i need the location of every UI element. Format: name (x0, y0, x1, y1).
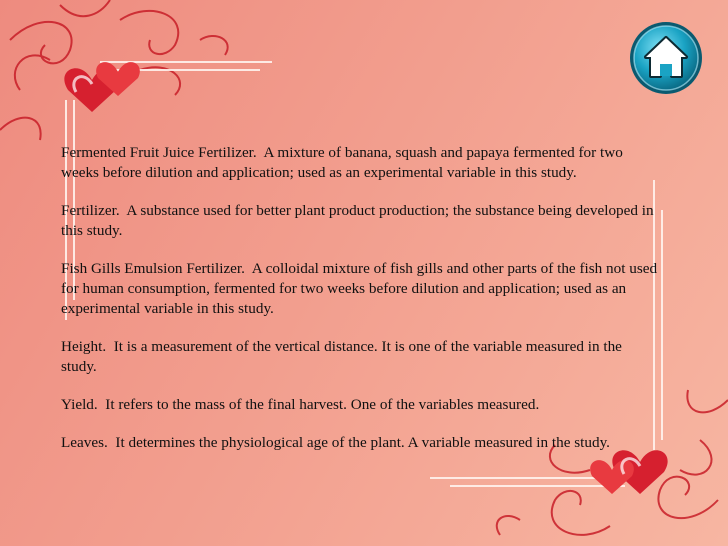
definition-text: A substance used for better plant product production; the substance being developed in this study. (61, 202, 654, 239)
definition-term: Fertilizer. (61, 202, 120, 219)
definition-text: It is a measurement of the vertical distance. It is one of the variable measured in the study. (61, 338, 622, 375)
top-left-hearts (64, 62, 140, 112)
definition-fertilizer (61, 201, 661, 241)
definition-term: Fish Gills Emulsion Fertilizer. (61, 260, 245, 277)
definition-text: It refers to the mass of the final harvest. One of the variables measured. (105, 396, 540, 413)
definition-height (61, 337, 661, 377)
home-icon (628, 20, 704, 96)
definition-fish-gills-emulsion (61, 259, 661, 319)
home-button[interactable] (628, 20, 704, 96)
definitions-list (61, 143, 661, 453)
definition-text: A colloidal mixture of fish gills and other parts of the fish not used for human consumption, fermented for two weeks before dilution and application; used as an experimental variable in this study. (61, 260, 658, 317)
top-left-swirl-ornament (0, 0, 228, 140)
definition-term: Leaves. (61, 434, 108, 451)
definition-yield (61, 395, 661, 415)
definition-fermented-fruit-juice (61, 143, 661, 183)
definition-text: It determines the physiological age of the plant. A variable measured in the study. (115, 434, 610, 451)
definition-term: Yield. (61, 396, 98, 413)
definition-text: A mixture of banana, squash and papaya fermented for two weeks before dilution and application; used as an experimental variable in this study. (61, 144, 623, 181)
bottom-right-hearts (590, 450, 668, 494)
definition-term: Fermented Fruit Juice Fertilizer. (61, 144, 257, 161)
definition-term: Height. (61, 338, 107, 355)
definition-leaves (61, 433, 661, 453)
